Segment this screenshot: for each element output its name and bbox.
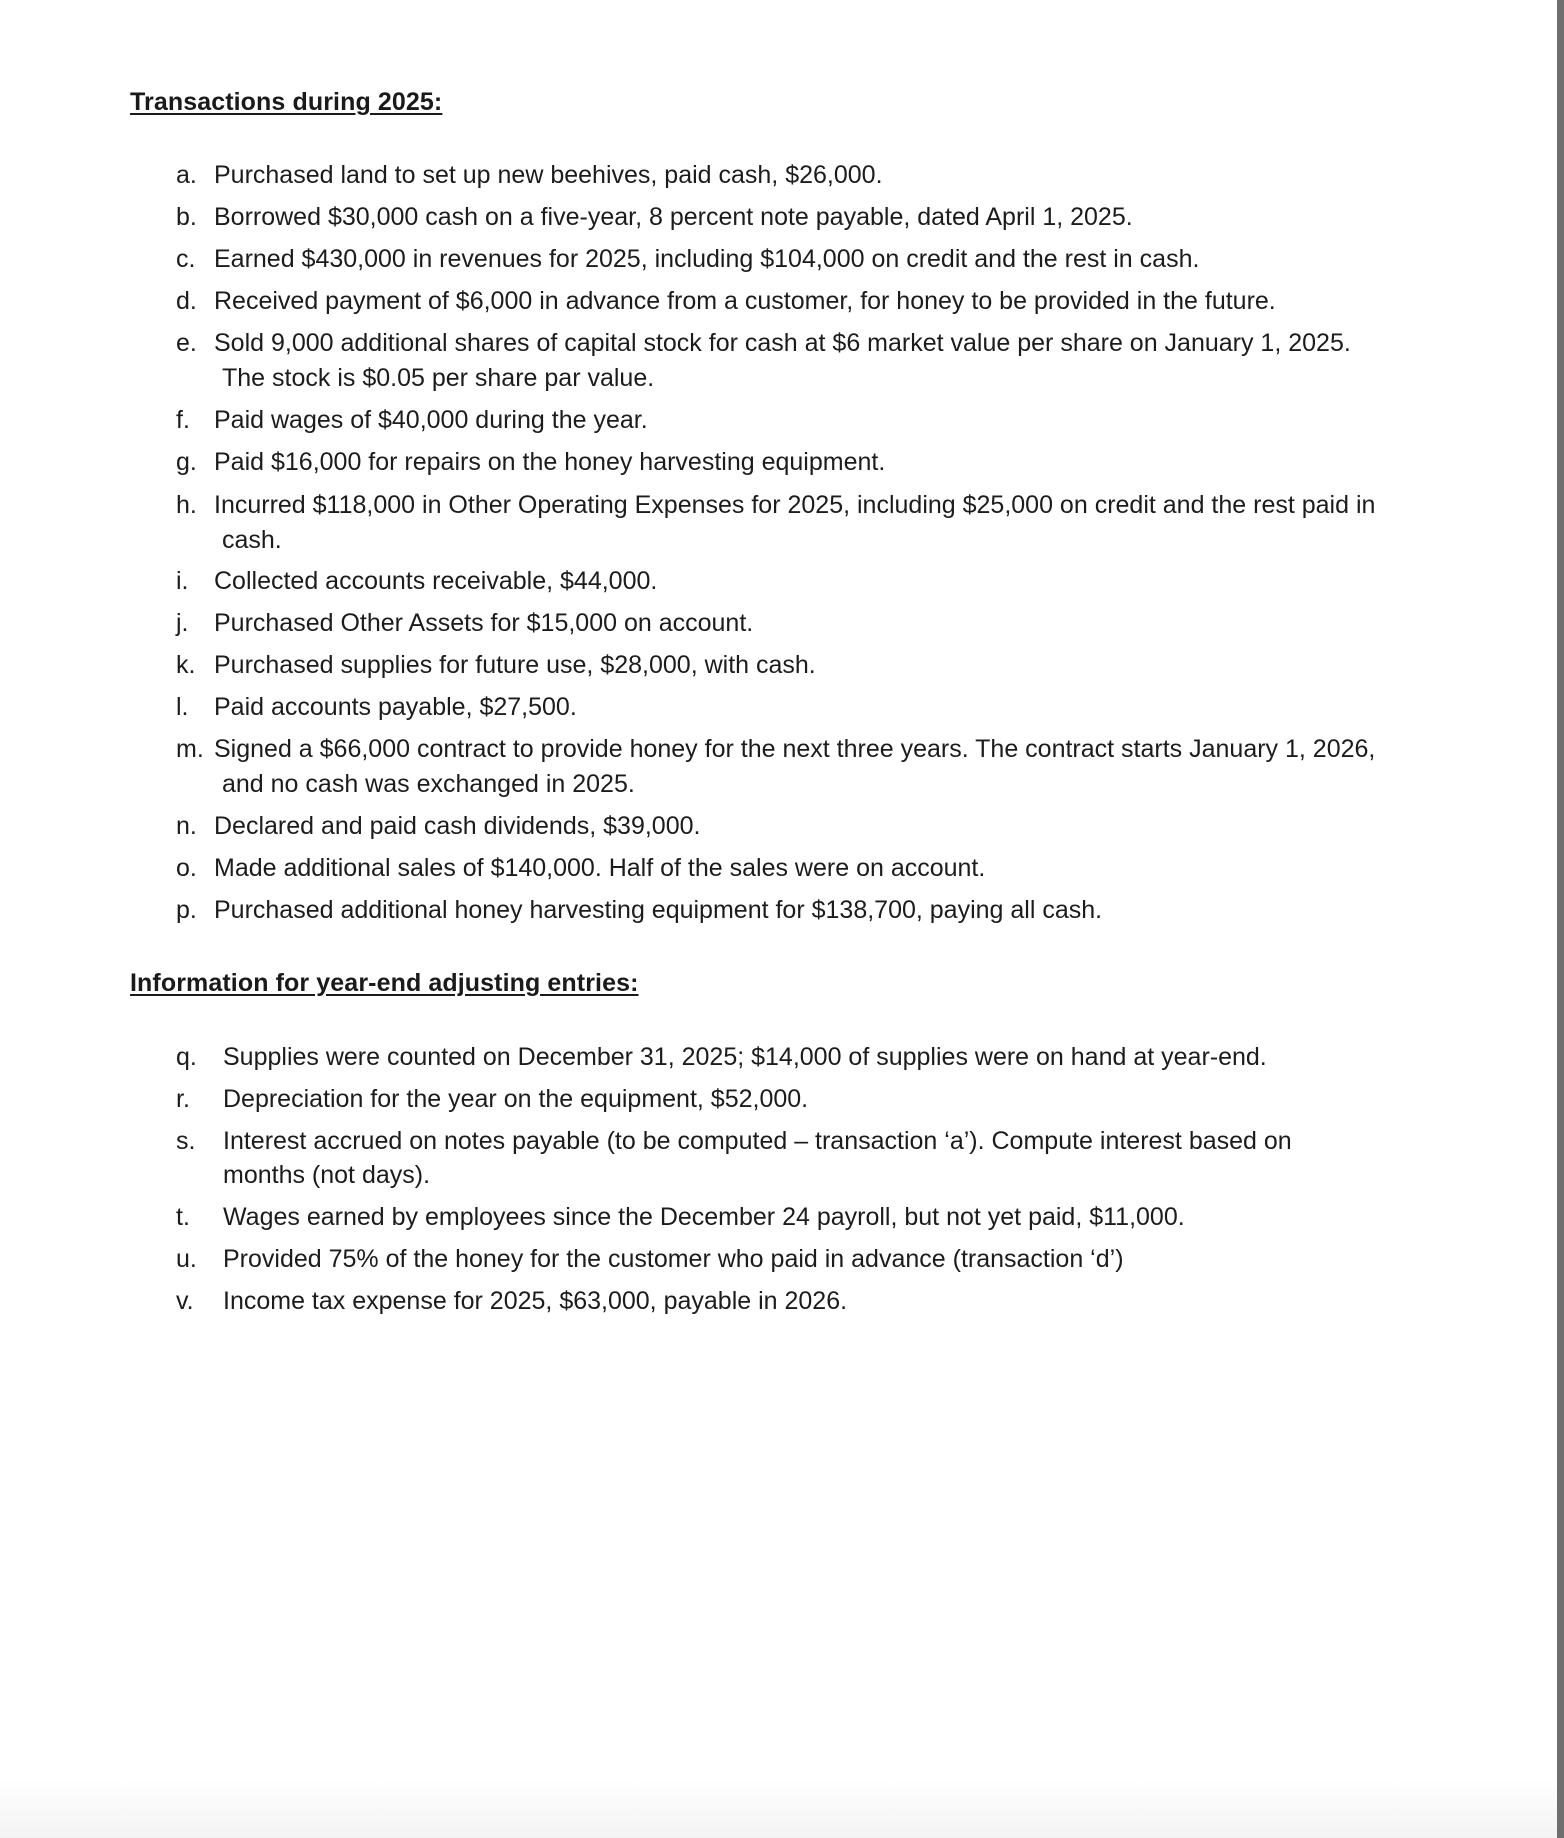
item-text: Borrowed $30,000 cash on a five-year, 8 percent note payable, dated April 1, 2025. — [214, 203, 1133, 231]
item-text: Paid accounts payable, $27,500. — [214, 693, 577, 721]
item-letter: f. — [176, 406, 190, 434]
item-text-continuation: The stock is $0.05 per share par value. — [222, 364, 655, 392]
item-text: Interest accrued on notes payable (to be computed – transaction ‘a’). Compute interest based on — [223, 1127, 1292, 1155]
item-letter: k. — [176, 651, 196, 679]
item-text: Wages earned by employees since the December 24 payroll, but not yet paid, $11,000. — [223, 1203, 1185, 1231]
item-letter: m. — [176, 735, 204, 763]
item-text: Sold 9,000 additional shares of capital stock for cash at $6 market value per share on January 1, 2025. — [214, 329, 1351, 357]
item-letter: n. — [176, 812, 197, 840]
item-text: Depreciation for the year on the equipment, $52,000. — [223, 1085, 809, 1113]
item-letter: d. — [176, 287, 197, 315]
item-letter: o. — [176, 854, 197, 882]
item-text: Purchased supplies for future use, $28,000, with cash. — [214, 651, 816, 679]
item-text: Purchased land to set up new beehives, paid cash, $26,000. — [214, 161, 883, 189]
item-text-continuation: cash. — [222, 526, 282, 554]
item-letter: v. — [176, 1287, 194, 1315]
item-letter: u. — [176, 1245, 197, 1273]
item-letter: l. — [176, 693, 189, 721]
item-text: Purchased additional honey harvesting equipment for $138,700, paying all cash. — [214, 896, 1103, 924]
item-text-continuation: and no cash was exchanged in 2025. — [222, 770, 635, 798]
item-text: Incurred $118,000 in Other Operating Expenses for 2025, including $25,000 on credit and the rest paid in — [214, 491, 1376, 519]
item-text: Paid wages of $40,000 during the year. — [214, 406, 648, 434]
item-letter: p. — [176, 896, 197, 924]
item-letter: a. — [176, 161, 197, 189]
item-letter: i. — [176, 567, 189, 595]
item-text: Paid $16,000 for repairs on the honey harvesting equipment. — [214, 448, 886, 476]
item-letter: h. — [176, 491, 197, 519]
item-text: Purchased Other Assets for $15,000 on account. — [214, 609, 754, 637]
item-text-continuation: months (not days). — [223, 1161, 431, 1189]
item-letter: g. — [176, 448, 197, 476]
item-text: Supplies were counted on December 31, 2025; $14,000 of supplies were on hand at year-end. — [223, 1043, 1267, 1071]
item-text: Income tax expense for 2025, $63,000, payable in 2026. — [223, 1287, 848, 1315]
item-letter: s. — [176, 1127, 196, 1155]
item-text: Declared and paid cash dividends, $39,000. — [214, 812, 701, 840]
item-text: Provided 75% of the honey for the customer who paid in advance (transaction ‘d’) — [223, 1245, 1124, 1273]
item-text: Made additional sales of $140,000. Half of the sales were on account. — [214, 854, 986, 882]
item-text: Signed a $66,000 contract to provide honey for the next three years. The contract starts January 1, 2026, — [214, 735, 1376, 763]
item-letter: c. — [176, 245, 196, 273]
page-edge-border — [1557, 0, 1564, 1838]
item-text: Received payment of $6,000 in advance from a customer, for honey to be provided in the future. — [214, 287, 1276, 315]
section-heading-adjusting-entries: Information for year-end adjusting entries: — [130, 969, 639, 997]
item-text: Earned $430,000 in revenues for 2025, including $104,000 on credit and the rest in cash. — [214, 245, 1200, 273]
item-letter: t. — [176, 1203, 190, 1231]
item-text: Collected accounts receivable, $44,000. — [214, 567, 658, 595]
item-letter: r. — [176, 1085, 190, 1113]
item-letter: j. — [176, 609, 189, 637]
item-letter: b. — [176, 203, 197, 231]
section-heading-transactions: Transactions during 2025: — [130, 88, 443, 116]
item-letter: e. — [176, 329, 197, 357]
bottom-shadow — [0, 1780, 1557, 1838]
item-letter: q. — [176, 1043, 197, 1071]
